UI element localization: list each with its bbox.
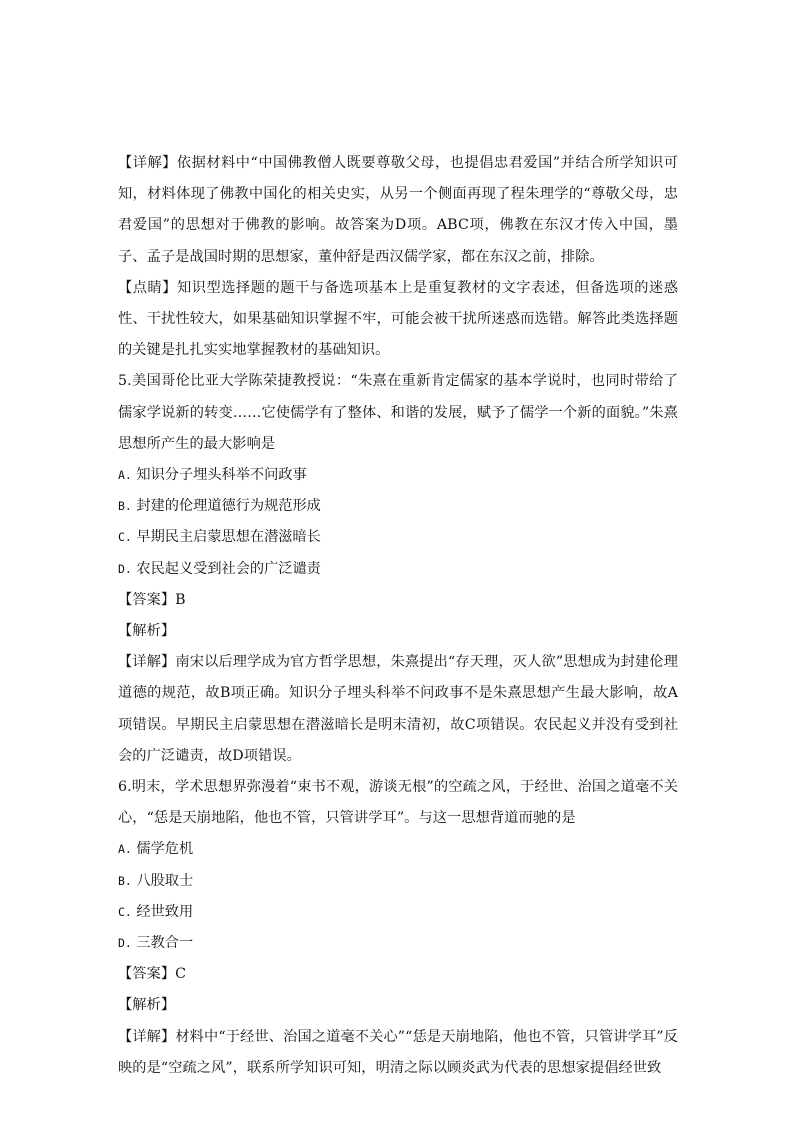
q4-detail-paragraph: 【详解】依据材料中“中国佛教僧人既要尊敬父母，也提倡忠君爱国”并结合所学知识可知，材料体现了佛教中国化的相关史实，从另一个侧面再现了程朱理学的“尊敬父母，忠君爱国”的思想对于佛教的影响。故答案为D项。ABC项，佛教在东汉才传入中国，墨子、孟子是战国时期的思想家，董仲舒是西汉儒学家，都在东汉之前，排除。 bbox=[118, 155, 678, 265]
q6-option-b bbox=[118, 866, 678, 897]
q6-analysis-label: 【解析】 bbox=[118, 997, 176, 1014]
q6-option-a bbox=[118, 834, 678, 865]
q6-option-d bbox=[118, 928, 678, 959]
option-text: 农民起义受到社会的广泛谴责 bbox=[136, 560, 321, 577]
q6-answer: 【答案】C bbox=[118, 966, 187, 983]
option-key: D. bbox=[118, 936, 132, 951]
q5-option-d bbox=[118, 554, 678, 585]
q5-stem: 5.美国哥伦比亚大学陈荣捷教授说：“朱熹在重新肯定儒家的基本学说时，也同时带给了儒家学说新的转变……它使儒学有了整体、和谐的发展，赋予了儒学一个新的面貌。”朱熹思想所产生的最大影响是 bbox=[118, 373, 678, 452]
q5-analysis-label: 【解析】 bbox=[118, 623, 176, 640]
q5-answer: 【答案】B bbox=[118, 591, 186, 608]
option-key: C. bbox=[118, 530, 132, 545]
q4-tip-paragraph: 【点睛】知识型选择题的题干与备选项基本上是重复教材的文字表述，但备选项的迷惑性、干扰性较大，如果基础知识掌握不牢，可能会被干扰所迷惑而选错。解答此类选择题的关键是扎扎实实地掌握教材的基础知识。 bbox=[118, 279, 678, 359]
option-key: B. bbox=[118, 499, 132, 514]
q5-option-a bbox=[118, 460, 678, 491]
option-text: 封建的伦理道德行为规范形成 bbox=[136, 498, 321, 515]
q6-option-c bbox=[118, 897, 678, 928]
option-key: A. bbox=[118, 468, 132, 483]
option-text: 三教合一 bbox=[136, 935, 194, 952]
option-text: 儒学危机 bbox=[136, 841, 194, 858]
document-page bbox=[118, 148, 678, 1084]
option-text: 知识分子埋头科举不问政事 bbox=[136, 467, 307, 484]
q6-stem: 6.明末，学术思想界弥漫着“束书不观，游谈无根”的空疏之风，于经世、治国之道毫不关心，“恁是天崩地陷，他也不管，只管讲学耳”。与这一思想背道而驰的是 bbox=[118, 779, 678, 827]
option-text: 八股取士 bbox=[136, 872, 194, 889]
option-key: D. bbox=[118, 561, 132, 576]
q5-detail-paragraph: 【详解】南宋以后理学成为官方哲学思想，朱熹提出“存天理，灭人欲”思想成为封建伦理道德的规范，故B项正确。知识分子埋头科举不问政事不是朱熹思想产生最大影响，故A项错误。早期民主启蒙思想在潜滋暗长是明末清初，故C项错误。农民起义并没有受到社会的广泛谴责，故D项错误。 bbox=[118, 654, 678, 764]
q5-option-c bbox=[118, 522, 678, 553]
option-text: 早期民主启蒙思想在潜滋暗长 bbox=[136, 529, 321, 546]
q5-option-b bbox=[118, 491, 678, 522]
option-key: A. bbox=[118, 842, 132, 857]
option-text: 经世致用 bbox=[136, 903, 194, 920]
option-key: B. bbox=[118, 873, 132, 888]
q6-detail-paragraph: 【详解】材料中“于经世、治国之道毫不关心”“恁是天崩地陷，他也不管，只管讲学耳”反映的是“空疏之风”，联系所学知识可知，明清之际以顾炎武为代表的思想家提倡经世致 bbox=[118, 1028, 678, 1076]
option-key: C. bbox=[118, 904, 132, 919]
